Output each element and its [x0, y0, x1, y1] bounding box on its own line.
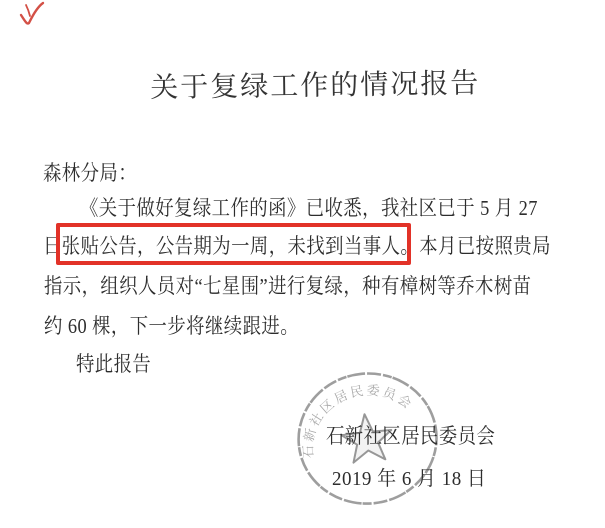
seal-arc-text: 石新社区居民委员会	[300, 382, 417, 459]
closing-phrase: 特此报告	[76, 352, 152, 376]
red-highlight-box	[56, 223, 411, 265]
body-line: 《关于做好复绿工作的函》已收悉，我社区已于 5 月 27	[80, 196, 538, 220]
document-date: 2019 年 6 月 18 日	[332, 468, 487, 490]
document-title: 关于复绿工作的情况报告	[150, 68, 481, 104]
body-line: 日张贴公告，公告期为一周，未找到当事人。本月已按照贵局	[43, 234, 551, 258]
salutation: 森林分局：	[43, 161, 138, 185]
body-line: 指示，组织人员对“七星围”进行复绿，种有樟树等乔木树苗	[44, 274, 532, 298]
red-pen-mark	[16, 0, 50, 34]
body-line: 约 60 棵，下一步将继续跟进。	[44, 314, 300, 338]
signature-committee: 石新社区居民委员会	[326, 424, 496, 448]
